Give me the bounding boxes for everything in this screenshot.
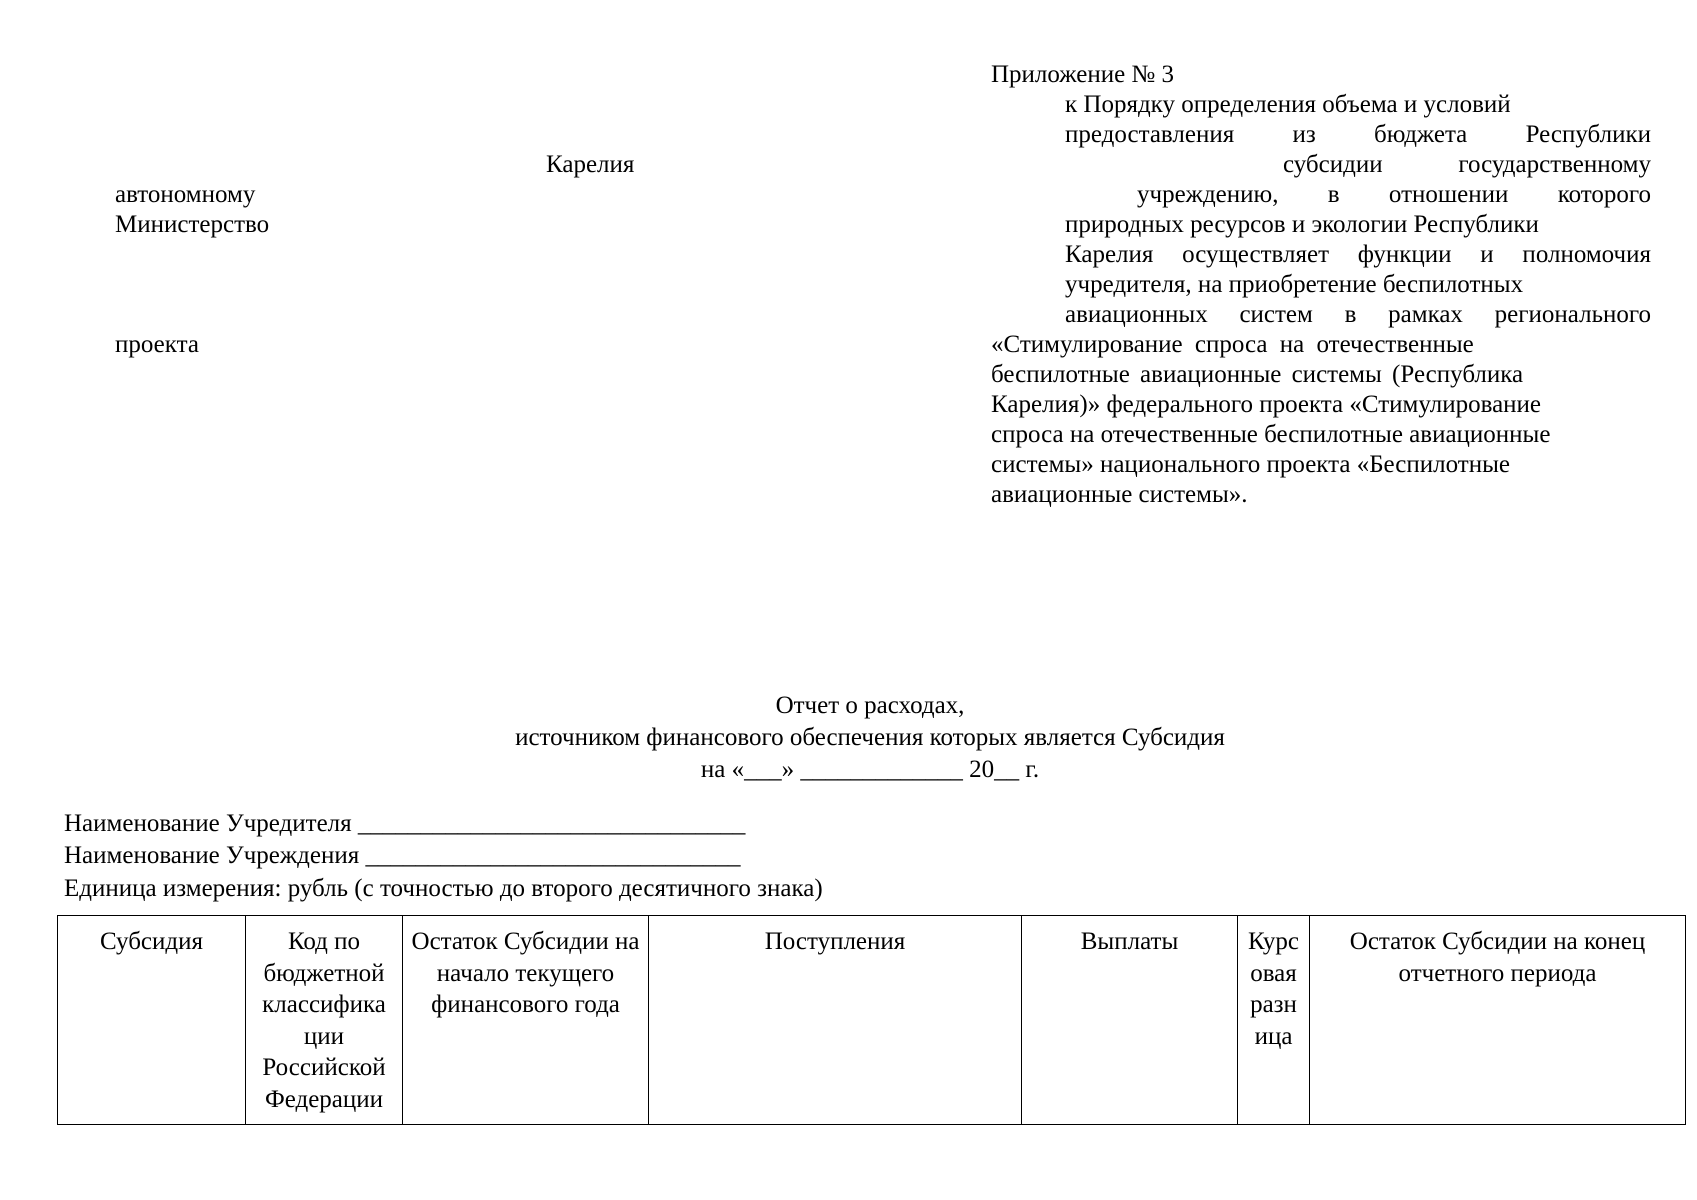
col-receipts: Поступления [649, 916, 1022, 1125]
col-opening-balance: Остаток Субсидии на начало текущего финансового года [403, 916, 649, 1125]
appendix-line-13: системы» национального проекта «Беспилотные [991, 451, 1510, 478]
appendix-line-10: беспилотные авиационные системы (Республика [991, 361, 1524, 388]
unit-field: Единица измерения: рубль (с точностью до второго десятичного знака) [64, 875, 823, 902]
appendix-line-7: учредителя, на приобретение беспилотных [1065, 271, 1524, 298]
appendix-line-11: Карелия)» федерального проекта «Стимулирование [991, 391, 1542, 418]
founder-field: Наименование Учредителя _______________________________ [64, 810, 746, 837]
report-title-line-1: Отчет о расходах, [775, 692, 965, 719]
appendix-line-1: к Порядку определения объема и условий [1065, 91, 1511, 118]
appendix-line-6: Карелия осуществляет функции и полномочия [1065, 241, 1651, 268]
col-exchange-difference: Курс овая разн ица [1238, 916, 1310, 1125]
appendix-line-14: авиационные системы». [991, 481, 1248, 508]
institution-field: Наименование Учреждения ______________________________ [64, 842, 741, 869]
appendix-line-4: учреждению, в отношении которого [1137, 181, 1651, 208]
col-budget-code: Код по бюджетной классифика ции Российской Федерации [246, 916, 403, 1125]
col-closing-balance: Остаток Субсидии на конец отчетного периода [1310, 916, 1686, 1125]
table-header-row [58, 916, 1686, 1125]
appendix-line-8: авиационных систем в рамках регионального [1065, 301, 1651, 328]
appendix-line-2: предоставления из бюджета Республики [1065, 121, 1651, 148]
report-table [57, 915, 1686, 1125]
appendix-line-12: спроса на отечественные беспилотные авиационные [991, 421, 1551, 448]
left-word-karelia: Карелия [546, 151, 635, 178]
appendix-heading: Приложение № 3 [991, 61, 1175, 88]
appendix-line-5: природных ресурсов и экологии Республики [1065, 211, 1539, 238]
left-word-project: проекта [115, 331, 199, 358]
appendix-line-3: субсидии государственному [1283, 151, 1651, 178]
left-word-ministry: Министерство [115, 211, 270, 238]
appendix-line-9: «Стимулирование спроса на отечественные [991, 331, 1474, 358]
report-title-line-2: источником финансового обеспечения которых является Субсидия [515, 724, 1225, 751]
col-payments: Выплаты [1022, 916, 1238, 1125]
report-title-line-3: на «___» _____________ 20__ г. [700, 756, 1040, 783]
left-word-autonomous: автономному [115, 181, 256, 208]
col-subsidy: Субсидия [58, 916, 246, 1125]
